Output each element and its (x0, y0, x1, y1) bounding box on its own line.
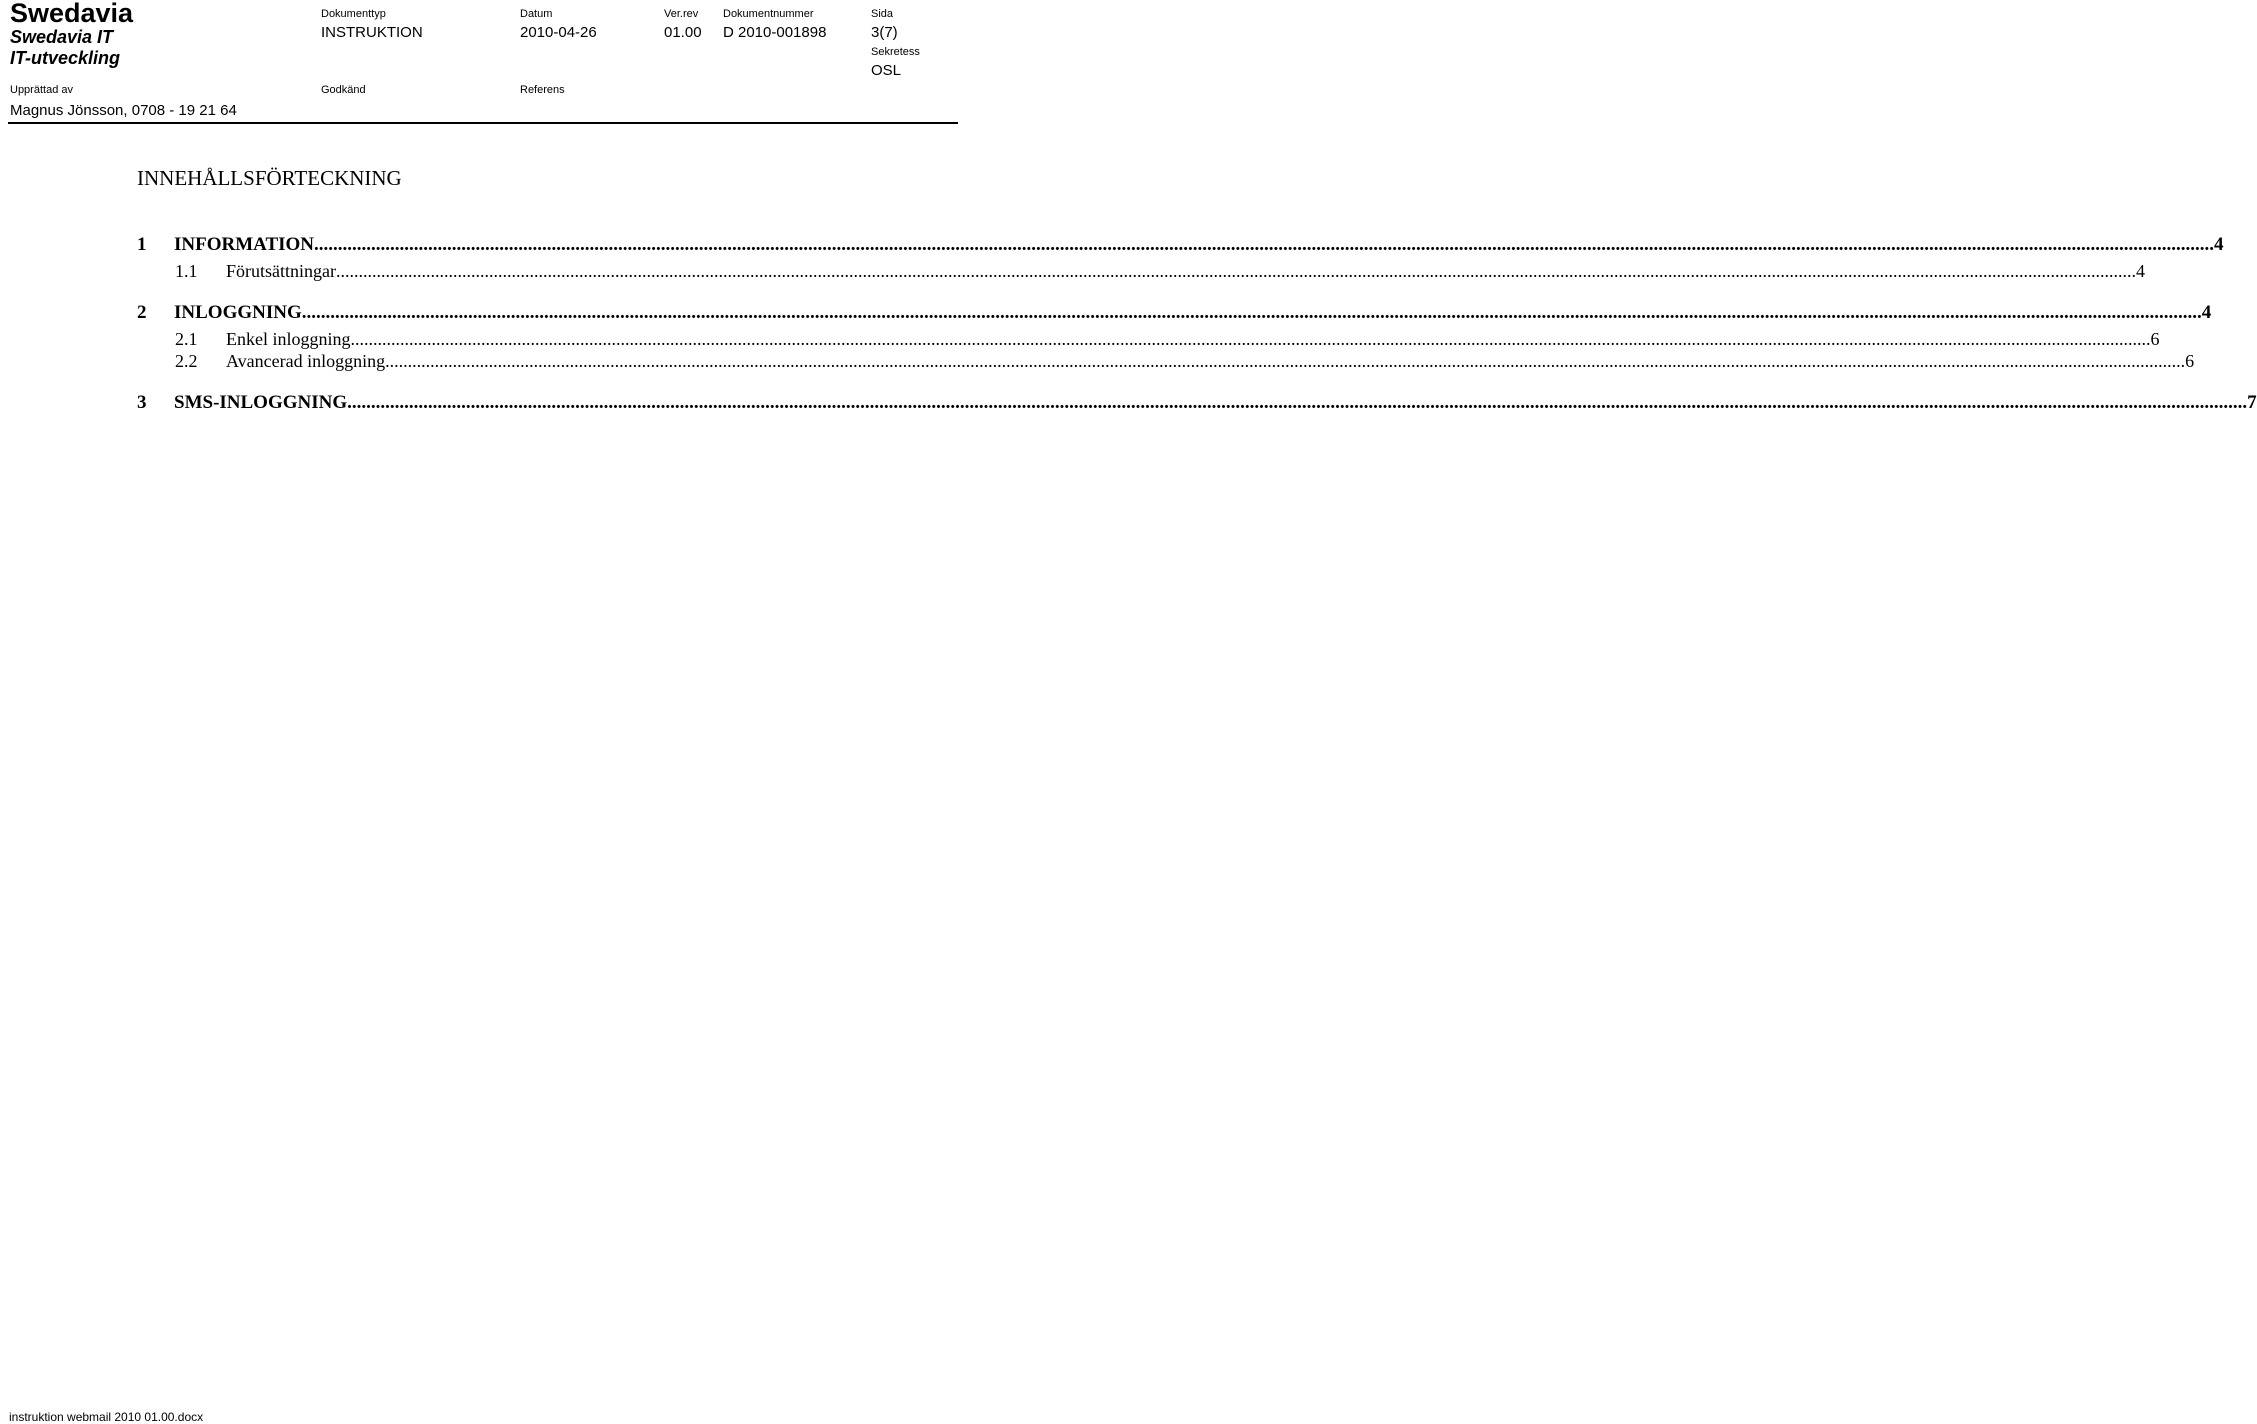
doc-number-label: Dokumentnummer (723, 8, 814, 20)
toc-entry-page: 6 (2185, 351, 2195, 371)
toc-entry[interactable] (137, 302, 2212, 326)
toc-title: INNEHÅLLSFÖRTECKNING (137, 166, 402, 190)
doc-type-value: INSTRUKTION (321, 24, 423, 41)
toc-entry-title: Förutsättningar (226, 261, 336, 281)
toc-entry-page: 4 (2214, 234, 2224, 255)
date-value: 2010-04-26 (520, 24, 597, 41)
toc-leader-dots: ................................................................................................................................................................................................................................................................................................................................................................................................................ (350, 329, 2151, 349)
toc-entry-page: 7 (2247, 392, 2257, 413)
toc-entry-number: 2 (137, 302, 147, 323)
toc-entry-title: INFORMATION (174, 234, 315, 255)
header-divider (8, 122, 958, 124)
page-label: Sida (871, 8, 894, 20)
toc-leader-dots: ................................................................................................................................................................................................................................................................................................................................................................................................................ (336, 261, 2136, 281)
toc-leader-dots: ................................................................................................................................................................................................................................................................................................................................................................................................................ (314, 234, 2215, 255)
toc-leader-dots: ................................................................................................................................................................................................................................................................................................................................................................................................................ (301, 302, 2202, 323)
confidentiality-value: OSL (871, 62, 902, 79)
toc-entry-title: Enkel inloggning (226, 329, 351, 349)
toc-entry[interactable] (137, 392, 2257, 416)
toc-entry[interactable] (175, 351, 2195, 375)
date-label: Datum (520, 8, 553, 20)
organization-name: Swedavia (10, 0, 134, 28)
toc-entry-page: 4 (2136, 261, 2145, 281)
reference-label: Referens (520, 84, 565, 96)
toc-entry-number: 1.1 (175, 261, 198, 281)
toc-entry-title: INLOGGNING (174, 302, 302, 323)
doc-type-label: Dokumenttyp (321, 8, 386, 20)
toc-entry-number: 2.1 (175, 329, 198, 349)
toc-entry-number: 3 (137, 392, 147, 413)
toc-entry-title: Avancerad inloggning (226, 351, 386, 371)
footer-filename: instruktion webmail 2010 01.00.docx (9, 1410, 204, 1424)
approved-label: Godkänd (321, 84, 366, 96)
toc-entry-number: 1 (137, 234, 147, 255)
toc-leader-dots: ................................................................................................................................................................................................................................................................................................................................................................................................................ (347, 392, 2248, 413)
doc-number-value: D 2010-001898 (723, 24, 827, 41)
prepared-by-label: Upprättad av (10, 84, 73, 96)
toc-leader-dots: ................................................................................................................................................................................................................................................................................................................................................................................................................ (385, 351, 2186, 371)
organization-department: Swedavia IT (10, 27, 114, 47)
organization-unit: IT-utveckling (10, 48, 121, 68)
version-label: Ver.rev (664, 8, 699, 20)
page-value: 3(7) (871, 24, 898, 41)
toc-entry-page: 6 (2150, 329, 2160, 349)
version-value: 01.00 (664, 24, 702, 41)
toc-entry-number: 2.2 (175, 351, 198, 371)
toc-entry[interactable] (175, 329, 2160, 353)
toc-entry[interactable] (175, 261, 2145, 285)
toc-entry-title: SMS-INLOGGNING (174, 392, 348, 413)
toc-entry-page: 4 (2201, 302, 2212, 323)
confidentiality-label: Sekretess (871, 46, 920, 58)
prepared-by-value: Magnus Jönsson, 0708 - 19 21 64 (10, 102, 237, 119)
toc-entry[interactable] (137, 234, 2224, 258)
